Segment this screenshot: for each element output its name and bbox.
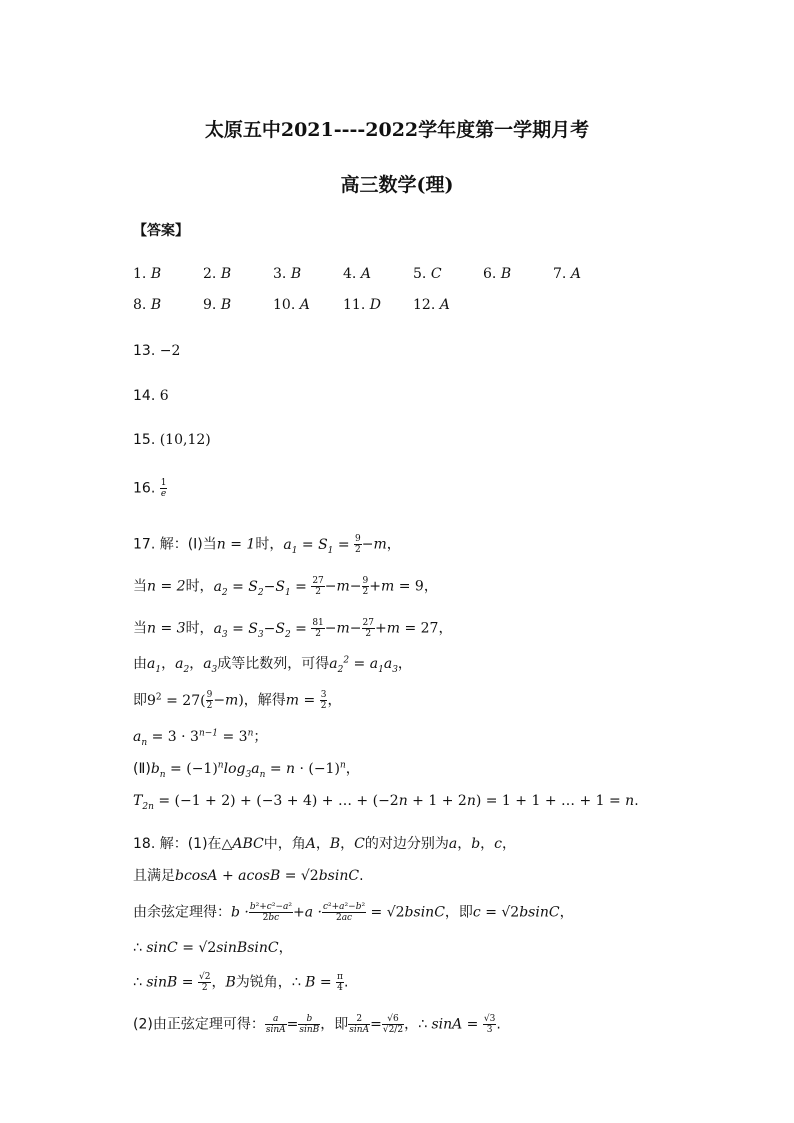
mc-item-1: 1. B [133, 266, 162, 282]
answer-tag: 【答案】 [133, 223, 189, 239]
mc-item-7: 7. A [553, 266, 581, 282]
answer-13: 13. −2 [133, 343, 181, 359]
answer-14: 14. 6 [133, 388, 169, 404]
q18-line-6: (2)由正弦定理可得： $\frac{a}{\sin A}$ = $\frac{b}{\sin B}$ ，即 $\frac{2}{\sin A}$ = $\frac{√6}{√2/2}$ ，∴ sinA = $\frac{√3}{3}$ . [133, 1014, 501, 1035]
mc-item-12: 12. A [413, 297, 450, 313]
q17-line-8: $T_{2n} = (-1 + 2) + (-3 + 4)$ + … + (−2n + 1 + 2n) = 1 + 1 + … + 1 = n. [133, 793, 639, 812]
fraction-1-over-e: $\frac{1}{e}$ [160, 478, 167, 499]
q17-line-7: $(Ⅱ)b_n = (-1)^n\log_3a_n = n \cdot (-1)^n$， [133, 760, 360, 780]
q18-line-3: 由余弦定理得：b · $\frac{\text{b²+c²−a²}}{2bc}$ +a · $\frac{\text{c²+a²−b²}}{2ac}$ = √2bsinC，即c = √2bsinC， [133, 902, 574, 923]
q18-line-2: 且满足bcosA + acosB = √2bsinC. [133, 868, 364, 884]
mc-item-11: 11. D [343, 297, 381, 313]
q17-line-4: 由$a_1$，$a_2$，$a_3$成等比数列，可得$a_2^2 = a_1a_3$， [133, 655, 412, 675]
q17-line-5: 即$9^2 = 27$( $\frac{9}{2}$ −m)，解得m = $\frac{3}{2}$ ， [133, 690, 342, 711]
mc-item-6: 6. B [483, 266, 512, 282]
q18-line-1: 18. 解：(1)在△ABC中，角A，B，C的对边分别为a，b，c， [133, 836, 517, 852]
q17-line-6: $a_n = 3 \cdot 3^{n-1} = 3^n$； [133, 728, 268, 748]
mc-item-4: 4. A [343, 266, 371, 282]
mc-item-8: 8. B [133, 297, 162, 313]
q17-line-3: 当n = 3时，$a_3 = S_3-S_2$ = $\frac{81}{2}$ −m− $\frac{27}{2}$ +m = 27， [133, 618, 453, 640]
mc-item-2: 2. B [203, 266, 232, 282]
answer-16: 16. $\frac{1}{e}$ [133, 478, 167, 499]
q17-line-1: 17. 解：(Ⅰ)当n = 1时，$a_1 = S_1$ = $\frac{9}{2}$ −m， [133, 534, 401, 556]
exam-title: 太原五中2021----2022学年度第一学期月考 [204, 119, 590, 141]
q18-line-5: ∴ sinB = $\frac{√2}{2}$ ，B为锐角，∴ B = $\frac{\pi}{4}$ . [133, 972, 349, 993]
mc-item-3: 3. B [273, 266, 302, 282]
mc-item-10: 10. A [273, 297, 310, 313]
mc-item-5: 5. C [413, 266, 442, 282]
q17-line-2: 当n = 2时，$a_2 = S_2-S_1$ = $\frac{27}{2}$ −m− $\frac{9}{2}$ +m = 9， [133, 576, 438, 598]
q18-line-4: ∴ sinC = √2sinBsinC， [133, 940, 293, 956]
answer-15: 15. (10,12) [133, 432, 211, 448]
mc-item-9: 9. B [203, 297, 232, 313]
exam-subtitle: 高三数学(理) [340, 174, 454, 196]
